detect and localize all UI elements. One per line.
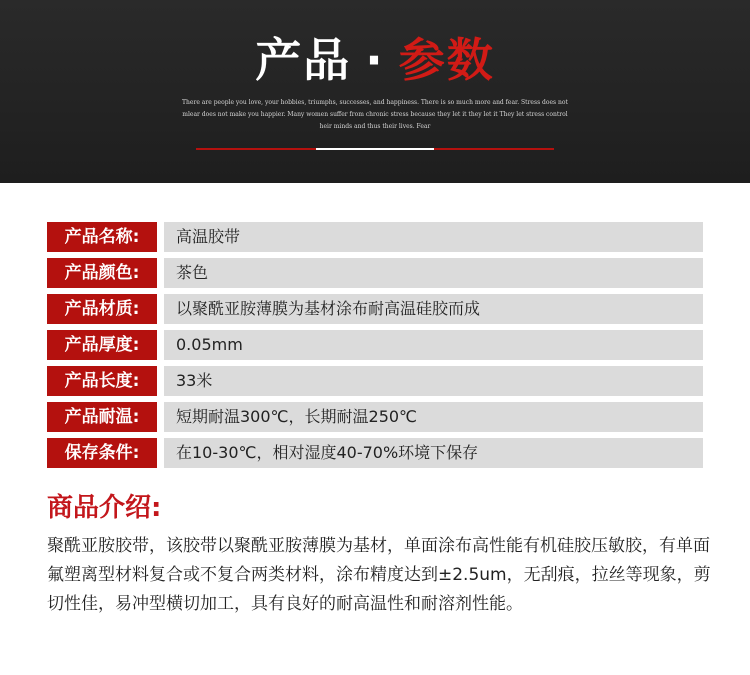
intro-body: 聚酰亚胺胶带，该胶带以聚酰亚胺薄膜为基材，单面涂布高性能有机硅胶压敏胶，有单面氟塑离型材料复合或不复合两类材料，涂布精度达到±2.5um，无刮痕，拉丝等现象，剪切性佳，易冲型横切加工，具有良好的耐高温性和耐溶剂性能。 — [47, 536, 711, 614]
spec-label: 产品长度: — [47, 366, 157, 396]
header-subtitle: There are people you love, your hobbies, triumphs, successes, and happiness. There is so much more and fear. Stress does not mlear does not make you happier. Many women suffer from chronic stress because they let it they let it They let stress control heir minds and thus their lives. Fear — [182, 99, 568, 130]
spec-value: 0.05mm — [164, 330, 703, 360]
spec-value: 短期耐温300℃，长期耐温250℃ — [164, 402, 703, 432]
title-separator: · — [365, 33, 385, 87]
divider-right — [434, 148, 554, 150]
spec-label: 产品厚度: — [47, 330, 157, 360]
spec-label: 产品材质: — [47, 294, 157, 324]
spec-value: 在10-30℃，相对湿度40-70%环境下保存 — [164, 438, 703, 468]
title-white-part: 产品 — [255, 33, 352, 87]
page-title — [0, 32, 750, 88]
header-banner — [0, 0, 750, 183]
spec-value: 高温胶带 — [164, 222, 703, 252]
divider-left — [196, 148, 316, 150]
divider-center — [316, 148, 434, 150]
spec-value: 茶色 — [164, 258, 703, 288]
intro-title: 商品介绍: — [47, 493, 162, 523]
spec-label: 产品名称: — [47, 222, 157, 252]
spec-value: 33米 — [164, 366, 703, 396]
spec-label: 产品耐温: — [47, 402, 157, 432]
spec-value: 以聚酰亚胺薄膜为基材涂布耐高温硅胶而成 — [164, 294, 703, 324]
spec-label: 保存条件: — [47, 438, 157, 468]
spec-label: 产品颜色: — [47, 258, 157, 288]
title-red-part: 参数 — [398, 33, 495, 87]
